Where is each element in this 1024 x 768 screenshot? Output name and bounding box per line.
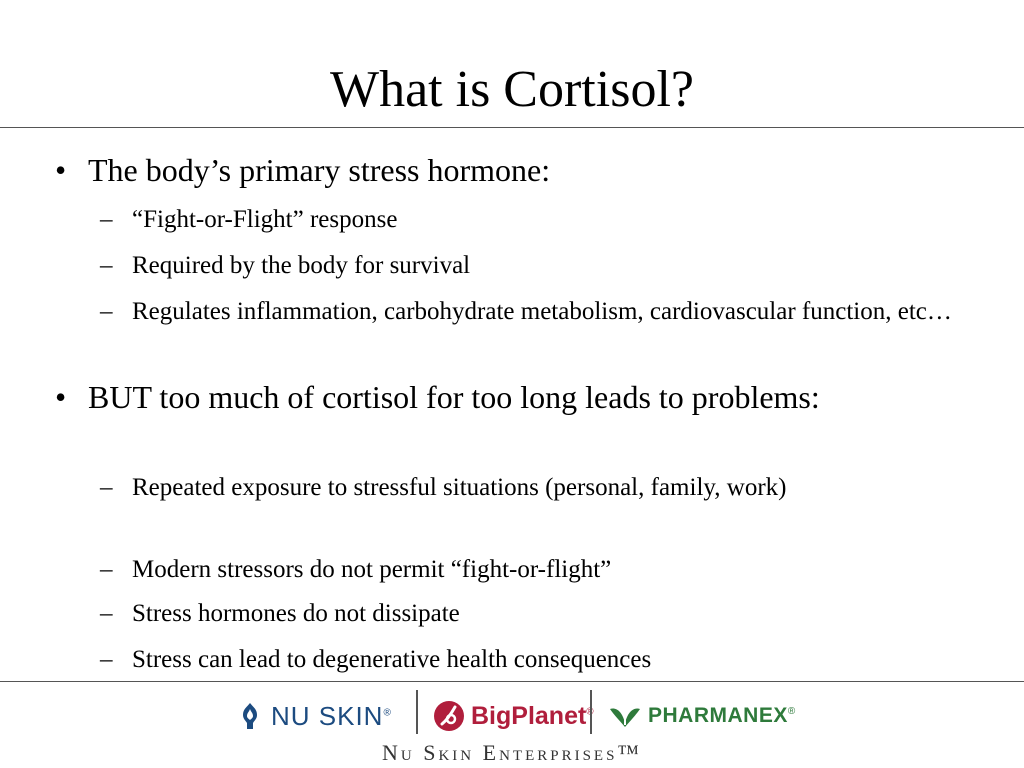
nuskin-wordmark: NU SKIN® bbox=[271, 700, 392, 731]
sub-bullet-text: Repeated exposure to stressful situations (personal, family, work) bbox=[132, 474, 787, 501]
bullet-text: The body’s primary stress hormone: bbox=[88, 152, 551, 188]
bullet-dot: • bbox=[55, 379, 67, 415]
enterprises-label: Nu Skin Enterprises™ bbox=[382, 740, 642, 765]
sub-bullet-text: Modern stressors do not permit “fight-or-flight” bbox=[132, 556, 612, 583]
sub-bullet-text: Stress can lead to degenerative health consequences bbox=[132, 646, 652, 673]
logo-separator bbox=[590, 690, 592, 734]
sub-bullet-dash: – bbox=[100, 556, 113, 583]
sub-bullet-dash: – bbox=[100, 252, 113, 279]
pharmanex-leaf-icon bbox=[608, 703, 642, 729]
bigplanet-logo bbox=[433, 696, 594, 736]
title-divider bbox=[0, 127, 1024, 128]
bigplanet-circle-icon bbox=[433, 700, 465, 732]
bigplanet-wordmark: BigPlanet® bbox=[471, 701, 594, 730]
pharmanex-logo bbox=[608, 698, 796, 734]
sub-bullet-dash: – bbox=[100, 646, 113, 673]
pharmanex-wordmark: PHARMANEX® bbox=[648, 704, 796, 727]
logo-separator bbox=[416, 690, 418, 734]
footer bbox=[0, 682, 1024, 768]
bullet-dot: • bbox=[55, 152, 67, 188]
sub-bullet-dash: – bbox=[100, 474, 113, 501]
sub-bullet-text: “Fight-or-Flight” response bbox=[132, 206, 398, 233]
sub-bullet-dash: – bbox=[100, 298, 113, 325]
nuskin-flame-icon bbox=[237, 701, 263, 731]
nuskin-logo bbox=[237, 698, 392, 734]
slide-title: What is Cortisol? bbox=[330, 61, 694, 118]
sub-bullet-text: Regulates inflammation, carbohydrate metabolism, cardiovascular function, etc… bbox=[132, 298, 952, 325]
sub-bullet-dash: – bbox=[100, 600, 113, 627]
bullet-text: BUT too much of cortisol for too long leads to problems: bbox=[88, 379, 820, 415]
sub-bullet-dash: – bbox=[100, 206, 113, 233]
sub-bullet-text: Required by the body for survival bbox=[132, 252, 471, 279]
sub-bullet-text: Stress hormones do not dissipate bbox=[132, 600, 460, 627]
